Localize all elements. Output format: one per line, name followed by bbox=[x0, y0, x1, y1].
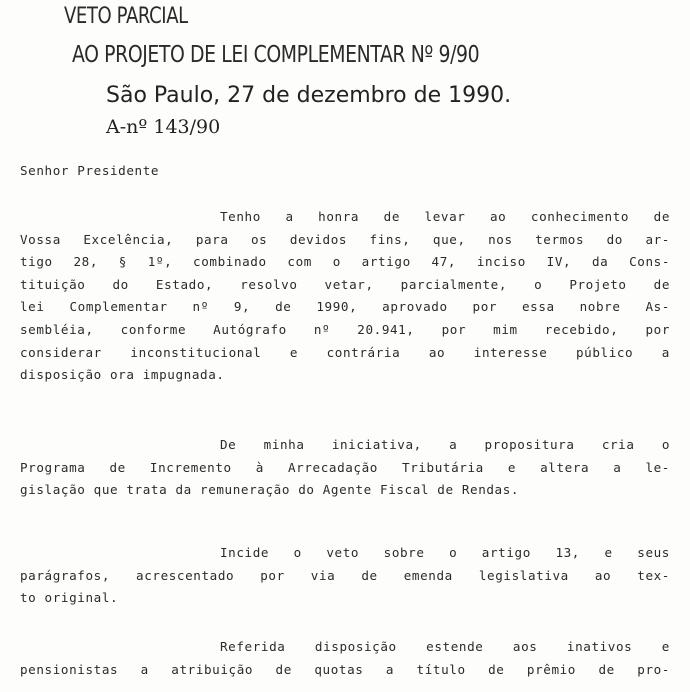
text-line: pensionistas a atribuição de quotas a título de prêmio de pro- bbox=[20, 661, 670, 677]
text-line: Programa de Incremento à Arrecadação Tributária e altera a le- bbox=[20, 459, 670, 475]
text-line: tigo 28, § 1º, combinado com o artigo 47, inciso IV, da Cons- bbox=[20, 254, 670, 270]
veto-title: VETO PARCIAL bbox=[64, 4, 188, 29]
text-line: tituição do Estado, resolvo vetar, parcialmente, o Projeto de bbox=[20, 276, 670, 292]
text-line: Incide o veto sobre o artigo 13, e seus bbox=[220, 545, 670, 560]
paragraph-2 bbox=[20, 434, 670, 502]
reference-number: A-nº 143/90 bbox=[106, 116, 221, 138]
text-line: lei Complementar nº 9, de 1990, aprovado por essa nobre As- bbox=[20, 299, 670, 315]
text-line: considerar inconstitucional e contrária ao interesse público a bbox=[20, 344, 670, 360]
text-line: sembléia, conforme Autógrafo nº 20.941, por mim recebido, por bbox=[20, 321, 670, 337]
text-line: to original. bbox=[20, 590, 119, 606]
text-line: Vossa Excelência, para os devidos fins, que, nos termos do ar- bbox=[20, 231, 670, 247]
salutation: Senhor Presidente bbox=[20, 163, 160, 178]
paragraph-1 bbox=[20, 206, 670, 387]
bill-subtitle: AO PROJETO DE LEI COMPLEMENTAR Nº 9/90 bbox=[72, 42, 480, 68]
text-line: disposição ora impugnada. bbox=[20, 367, 225, 383]
text-line: De minha iniciativa, a propositura cria o bbox=[220, 437, 670, 452]
text-line: Tenho a honra de levar ao conhecimento de bbox=[220, 209, 670, 224]
paragraph-4 bbox=[20, 636, 670, 681]
date-line: São Paulo, 27 de dezembro de 1990. bbox=[106, 83, 512, 108]
text-line: parágrafos, acrescentado por via de emenda legislativa ao tex- bbox=[20, 567, 670, 583]
text-line: gislação que trata da remuneração do Agente Fiscal de Rendas. bbox=[20, 482, 520, 498]
text-line: Referida disposição estende aos inativos e bbox=[220, 639, 670, 654]
paragraph-3 bbox=[20, 542, 670, 610]
